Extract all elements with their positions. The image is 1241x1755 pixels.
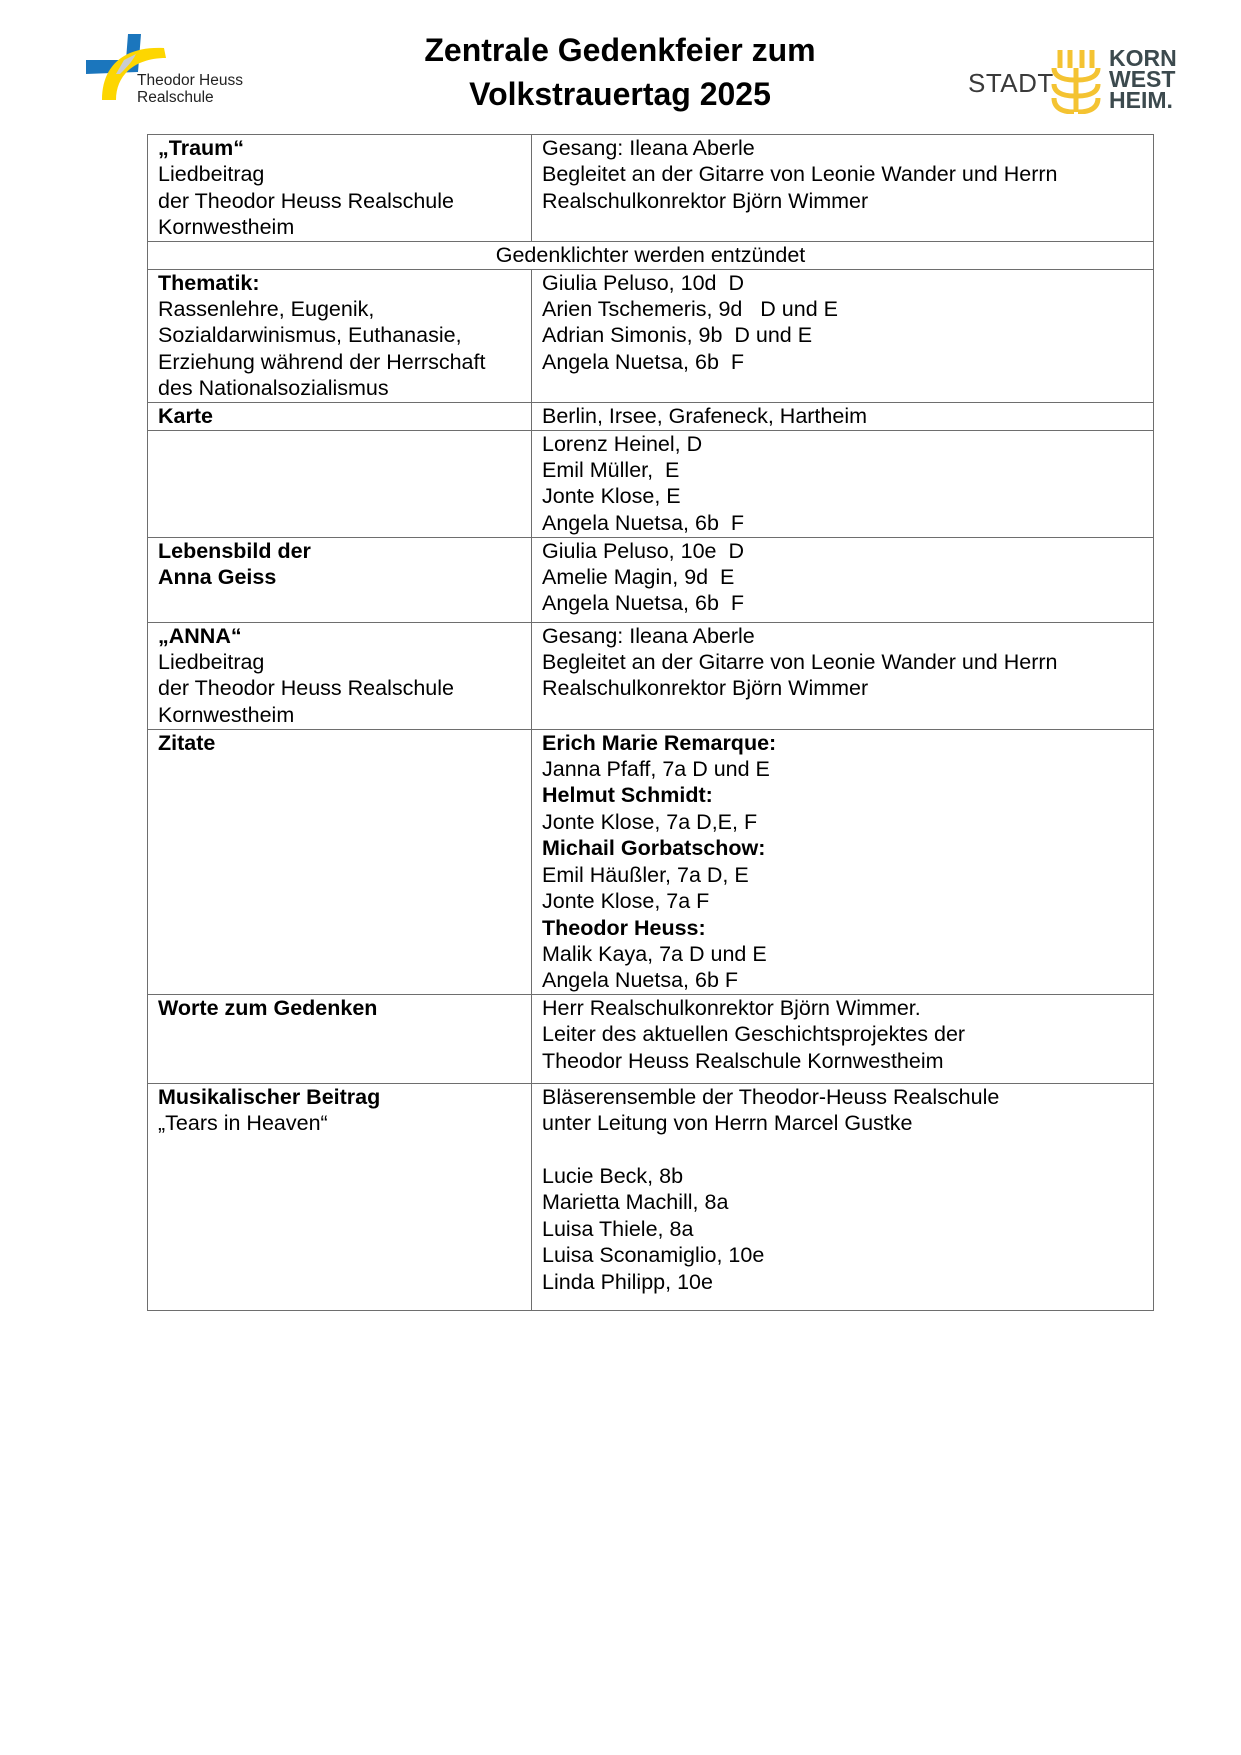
cell-heading: Michail Gorbatschow:: [542, 836, 766, 861]
cell-text: Angela Nuetsa, 6b F: [542, 591, 744, 616]
program-item-cell: [148, 269, 532, 402]
cell-text: Jonte Klose, E: [542, 484, 681, 509]
cell-text: Jonte Klose, 7a F: [542, 889, 710, 914]
cell-text: Realschulkonrektor Björn Wimmer: [542, 188, 869, 213]
cell-text: Malik Kaya, 7a D und E: [542, 941, 767, 966]
cell-text: Herr Realschulkonrektor Björn Wimmer.: [542, 995, 921, 1020]
title-line-1: Zentrale Gedenkfeier zum: [424, 32, 816, 68]
program-row: [148, 430, 1154, 537]
program-item-cell: [148, 994, 532, 1083]
cell-text: Angela Nuetsa, 6b F: [542, 349, 744, 374]
cell-text: Lorenz Heinel, D: [542, 431, 703, 456]
city-logo: [968, 45, 1180, 116]
cell-text: der Theodor Heuss Realschule: [158, 188, 454, 213]
program-item-cell: [148, 135, 532, 242]
cell-text: Kornwestheim: [158, 702, 295, 727]
city-logo-wordmark: [1109, 45, 1177, 113]
cell-text: Luisa Thiele, 8a: [542, 1216, 694, 1241]
city-logo-line2: WEST: [1109, 66, 1176, 92]
school-logo: [86, 34, 286, 112]
program-row: [148, 729, 1154, 994]
program-participants-cell: [532, 135, 1154, 242]
cell-heading: Anna Geiss: [158, 565, 277, 590]
cell-heading: Worte zum Gedenken: [158, 995, 378, 1020]
city-logo-line1: KORN: [1109, 45, 1177, 71]
program-row: [148, 622, 1154, 729]
cell-heading: Theodor Heuss:: [542, 915, 706, 940]
program-participants-cell: [532, 1083, 1154, 1310]
program-participants-cell: [532, 729, 1154, 994]
program-row: [148, 994, 1154, 1083]
program-row: [148, 269, 1154, 402]
program-item-cell: [148, 402, 532, 430]
city-logo-prefix: STADT: [968, 68, 1054, 98]
cell-heading: Karte: [158, 403, 213, 428]
wheat-ear-icon: [1050, 50, 1102, 114]
cell-text: Giulia Peluso, 10d D: [542, 270, 744, 295]
school-logo-line2: Realschule: [137, 89, 214, 106]
cell-heading: Lebensbild der: [158, 538, 311, 563]
title-line-2: Volkstrauertag 2025: [469, 76, 771, 112]
cell-text: Erziehung während der Herrschaft: [158, 349, 486, 374]
program-participants-cell: [532, 269, 1154, 402]
program-item-cell: [148, 622, 532, 729]
page-title: [330, 28, 910, 116]
cell-text: Arien Tschemeris, 9d D und E: [542, 297, 838, 322]
program-participants-cell: [532, 622, 1154, 729]
school-logo-line1: Theodor Heuss: [137, 72, 243, 89]
cell-heading: Thematik:: [158, 270, 260, 295]
cell-text: Realschulkonrektor Björn Wimmer: [542, 676, 869, 701]
cell-text: Angela Nuetsa, 6b F: [542, 510, 744, 535]
program-item-cell: [148, 729, 532, 994]
cell-text: unter Leitung von Herrn Marcel Gustke: [542, 1111, 913, 1136]
program-row: [148, 135, 1154, 242]
cell-text: Emil Müller, E: [542, 458, 680, 483]
cell-text: Jonte Klose, 7a D,E, F: [542, 809, 758, 834]
cell-text: Lucie Beck, 8b: [542, 1163, 684, 1188]
cell-text: Gesang: Ileana Aberle: [542, 136, 755, 160]
section-divider-cell: [148, 241, 1154, 269]
program-participants-cell: [532, 994, 1154, 1083]
cell-text: Kornwestheim: [158, 215, 295, 240]
cell-text: Emil Häußler, 7a D, E: [542, 862, 749, 887]
program-item-cell: [148, 1083, 532, 1310]
cell-text: Angela Nuetsa, 6b F: [542, 968, 739, 993]
program-row: [148, 241, 1154, 269]
cell-text: Liedbeitrag: [158, 162, 265, 187]
program-item-cell: [148, 537, 532, 622]
school-logo-text: [137, 72, 243, 106]
program-row: [148, 402, 1154, 430]
program-table: [147, 134, 1154, 1311]
cell-text: Berlin, Irsee, Grafeneck, Hartheim: [542, 403, 868, 428]
cell-text: Marietta Machill, 8a: [542, 1190, 729, 1215]
cell-text: Rassenlehre, Eugenik,: [158, 297, 375, 322]
cell-text: Janna Pfaff, 7a D und E: [542, 757, 770, 782]
cell-text: [542, 1137, 1143, 1163]
cell-text: Adrian Simonis, 9b D und E: [542, 323, 813, 348]
cell-text: Liedbeitrag: [158, 650, 265, 675]
cell-heading: Erich Marie Remarque:: [542, 730, 777, 755]
cell-text: „Tears in Heaven“: [158, 1111, 328, 1136]
cell-text: Gesang: Ileana Aberle: [542, 623, 755, 648]
cell-heading: „ANNA“: [158, 623, 242, 648]
cell-heading: Zitate: [158, 730, 216, 755]
cell-heading: Musikalischer Beitrag: [158, 1084, 381, 1109]
cell-heading: Helmut Schmidt:: [542, 783, 713, 808]
section-divider-text: Gedenklichter werden entzündet: [495, 242, 806, 267]
program-participants-cell: [532, 430, 1154, 537]
program-participants-cell: [532, 402, 1154, 430]
cell-text: Begleitet an der Gitarre von Leonie Wander und Herrn: [542, 650, 1058, 675]
cell-text: Linda Philipp, 10e: [542, 1269, 713, 1294]
city-logo-line3: HEIM.: [1109, 87, 1173, 113]
cell-text: Amelie Magin, 9d E: [542, 565, 735, 590]
program-participants-cell: [532, 537, 1154, 622]
cell-text: Theodor Heuss Realschule Kornwestheim: [542, 1048, 944, 1073]
cell-text: Giulia Peluso, 10e D: [542, 538, 744, 563]
cell-text: Begleitet an der Gitarre von Leonie Wander und Herrn: [542, 162, 1058, 187]
cell-heading: „Traum“: [158, 136, 245, 160]
cell-text: Sozialdarwinismus, Euthanasie,: [158, 323, 462, 348]
cell-text: Luisa Sconamiglio, 10e: [542, 1243, 765, 1268]
program-item-cell: [148, 430, 532, 537]
cell-text: Bläserensemble der Theodor-Heuss Realschule: [542, 1084, 1000, 1109]
cell-text: der Theodor Heuss Realschule: [158, 676, 454, 701]
cell-text: Leiter des aktuellen Geschichtsprojektes der: [542, 1022, 966, 1047]
cell-text: des Nationalsozialismus: [158, 376, 389, 401]
program-row: [148, 537, 1154, 622]
program-row: [148, 1083, 1154, 1310]
